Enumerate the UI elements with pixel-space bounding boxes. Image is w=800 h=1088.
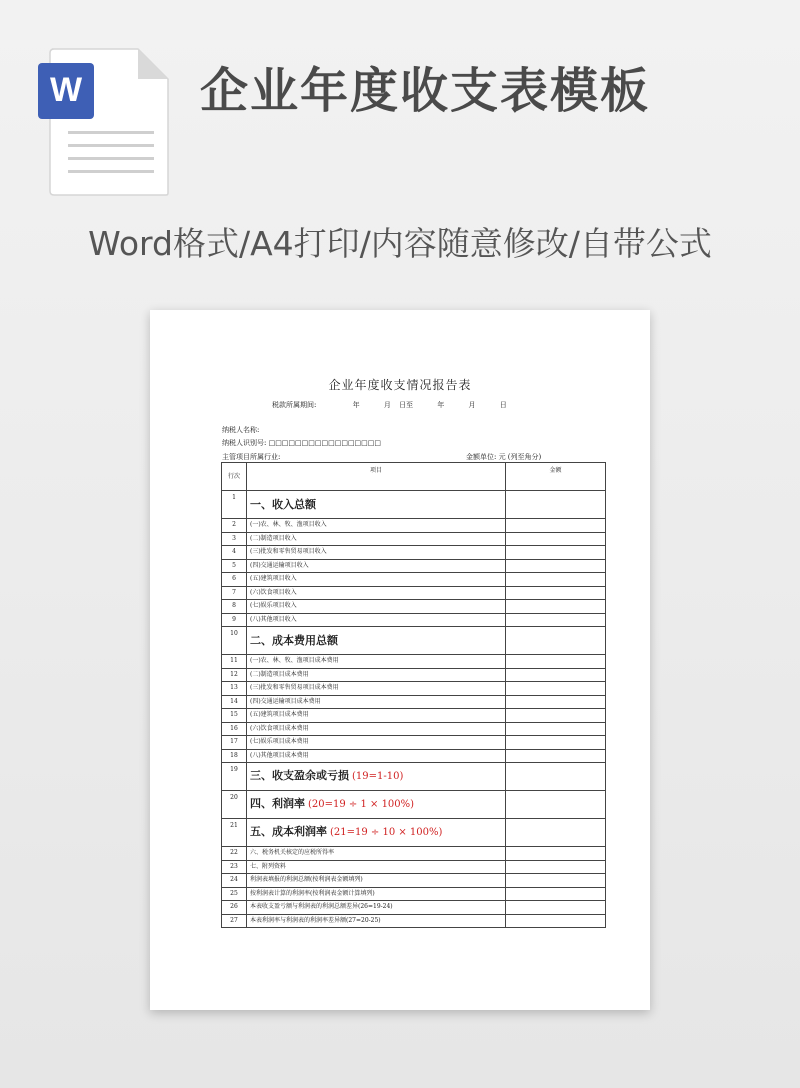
row-item xyxy=(247,613,506,627)
income-expense-table xyxy=(221,462,606,928)
row-number: 9 xyxy=(222,613,247,627)
row-amount-cell[interactable] xyxy=(506,763,606,791)
row-item xyxy=(247,722,506,736)
header-amount: 金额 xyxy=(506,463,606,491)
row-item-label: 三、收支盈余或亏损 xyxy=(250,769,349,782)
row-item xyxy=(247,546,506,560)
row-item-label: (二)制造项目收入 xyxy=(250,534,297,542)
row-amount-cell[interactable] xyxy=(506,600,606,614)
table-row xyxy=(222,655,606,669)
row-item-label: (四)交通运输项目成本费用 xyxy=(250,697,321,705)
row-number: 26 xyxy=(222,901,247,915)
row-formula: (21=19 ÷ 10 × 100%) xyxy=(330,827,443,838)
row-number: 7 xyxy=(222,586,247,600)
row-amount-cell[interactable] xyxy=(506,519,606,533)
table-row xyxy=(222,627,606,655)
row-amount-cell[interactable] xyxy=(506,532,606,546)
table-row xyxy=(222,613,606,627)
row-item-label: 二、成本费用总额 xyxy=(250,633,338,647)
row-item xyxy=(247,914,506,928)
table-row xyxy=(222,791,606,819)
table-row xyxy=(222,819,606,847)
table-row xyxy=(222,722,606,736)
row-number: 6 xyxy=(222,573,247,587)
taxpayer-id: 纳税人识别号: □□□□□□□□□□□□□□□□□ xyxy=(222,439,382,447)
row-amount-cell[interactable] xyxy=(506,491,606,519)
row-amount-cell[interactable] xyxy=(506,682,606,696)
row-amount-cell[interactable] xyxy=(506,573,606,587)
tax-period-line xyxy=(272,400,529,410)
row-item xyxy=(247,860,506,874)
table-row xyxy=(222,914,606,928)
row-item xyxy=(247,791,506,819)
table-row xyxy=(222,709,606,723)
row-number: 23 xyxy=(222,860,247,874)
row-amount-cell[interactable] xyxy=(506,695,606,709)
row-item-label: (六)饮食项目收入 xyxy=(250,588,297,596)
row-item-label: 利润表填报的利润总额(按利润表金额填列) xyxy=(250,876,363,884)
row-item-label: 五、成本利润率 xyxy=(250,825,327,838)
row-number: 17 xyxy=(222,736,247,750)
row-amount-cell[interactable] xyxy=(506,627,606,655)
row-item-label: (二)制造项目成本费用 xyxy=(250,670,309,678)
row-number: 24 xyxy=(222,874,247,888)
row-item-label: (三)批发和零售贸易项目成本费用 xyxy=(250,684,339,692)
row-item xyxy=(247,519,506,533)
table-row xyxy=(222,586,606,600)
row-number: 19 xyxy=(222,763,247,791)
row-number: 22 xyxy=(222,847,247,861)
table-row xyxy=(222,559,606,573)
table-row xyxy=(222,847,606,861)
row-number: 16 xyxy=(222,722,247,736)
row-amount-cell[interactable] xyxy=(506,901,606,915)
period-month1: 月 xyxy=(383,401,391,409)
row-item-label: 七、附列资料 xyxy=(250,862,287,870)
row-item-label: (一)农、林、牧、渔项目成本费用 xyxy=(250,657,339,665)
row-item xyxy=(247,600,506,614)
row-item-label: (八)其他项目收入 xyxy=(250,615,297,623)
row-amount-cell[interactable] xyxy=(506,791,606,819)
header-item: 项目 xyxy=(247,463,506,491)
row-number: 1 xyxy=(222,491,247,519)
row-number: 2 xyxy=(222,519,247,533)
row-item-label: (四)交通运输项目收入 xyxy=(250,561,309,569)
row-formula: (19=1-10) xyxy=(352,771,404,782)
row-amount-cell[interactable] xyxy=(506,860,606,874)
row-number: 5 xyxy=(222,559,247,573)
period-label: 税款所属期间: xyxy=(272,401,317,409)
table-row xyxy=(222,901,606,915)
row-amount-cell[interactable] xyxy=(506,546,606,560)
row-item xyxy=(247,668,506,682)
row-item-label: (五)建筑项目成本费用 xyxy=(250,711,309,719)
row-amount-cell[interactable] xyxy=(506,655,606,669)
table-row xyxy=(222,519,606,533)
banner-title: 企业年度收支表模板 xyxy=(200,63,651,119)
row-item xyxy=(247,847,506,861)
table-row xyxy=(222,695,606,709)
row-item xyxy=(247,491,506,519)
row-number: 10 xyxy=(222,627,247,655)
row-number: 4 xyxy=(222,546,247,560)
table-row xyxy=(222,749,606,763)
row-number: 13 xyxy=(222,682,247,696)
table-row xyxy=(222,491,606,519)
row-amount-cell[interactable] xyxy=(506,736,606,750)
row-item xyxy=(247,573,506,587)
row-amount-cell[interactable] xyxy=(506,749,606,763)
table-row xyxy=(222,887,606,901)
amount-unit: 金额单位: 元 (列至角分) xyxy=(466,453,542,461)
row-amount-cell[interactable] xyxy=(506,847,606,861)
report-title: 企业年度收支情况报告表 xyxy=(328,378,472,392)
row-item xyxy=(247,695,506,709)
row-item-label: (八)其他项目成本费用 xyxy=(250,751,309,759)
row-item xyxy=(247,819,506,847)
row-amount-cell[interactable] xyxy=(506,586,606,600)
row-item xyxy=(247,532,506,546)
row-item xyxy=(247,627,506,655)
period-day2: 日 xyxy=(499,401,507,409)
row-number: 3 xyxy=(222,532,247,546)
row-item-label: (六)饮食项目成本费用 xyxy=(250,724,309,732)
row-amount-cell[interactable] xyxy=(506,613,606,627)
row-item xyxy=(247,749,506,763)
row-number: 18 xyxy=(222,749,247,763)
row-item-label: (七)娱乐项目成本费用 xyxy=(250,738,309,746)
header-row-number: 行次 xyxy=(222,463,247,491)
row-item xyxy=(247,763,506,791)
period-year1: 年 xyxy=(352,401,360,409)
period-year2: 年 xyxy=(437,401,445,409)
row-item-label: 四、利润率 xyxy=(250,797,305,810)
row-item xyxy=(247,901,506,915)
row-amount-cell[interactable] xyxy=(506,559,606,573)
period-day-to: 日至 xyxy=(399,401,414,409)
row-amount-cell[interactable] xyxy=(506,887,606,901)
row-item xyxy=(247,655,506,669)
table-row xyxy=(222,546,606,560)
row-number: 21 xyxy=(222,819,247,847)
table-row xyxy=(222,736,606,750)
period-month2: 月 xyxy=(468,401,476,409)
row-amount-cell[interactable] xyxy=(506,874,606,888)
row-item-label: 六、税务机关核定的应税所得率 xyxy=(250,849,335,857)
table-row xyxy=(222,668,606,682)
row-number: 15 xyxy=(222,709,247,723)
row-item-label: 按利润表计算的利润率(按利润表金额计算填列) xyxy=(250,889,375,897)
row-item-label: 本表利润率与利润表的利润率差异额(27=20-25) xyxy=(250,916,381,924)
table-row xyxy=(222,874,606,888)
row-item xyxy=(247,874,506,888)
industry-label: 主管项目所属行业: xyxy=(222,453,281,461)
word-document-icon xyxy=(38,47,170,197)
icon-letter: W xyxy=(49,71,83,109)
row-item xyxy=(247,709,506,723)
row-item-label: 本表收支盈亏额与利润表的利润总额差异(26=19-24) xyxy=(250,903,393,911)
row-number: 20 xyxy=(222,791,247,819)
row-number: 8 xyxy=(222,600,247,614)
document-page xyxy=(150,310,650,1010)
row-item xyxy=(247,887,506,901)
row-number: 25 xyxy=(222,887,247,901)
row-amount-cell[interactable] xyxy=(506,819,606,847)
row-item-label: 一、收入总额 xyxy=(250,497,316,511)
row-item xyxy=(247,682,506,696)
table-row xyxy=(222,573,606,587)
row-amount-cell[interactable] xyxy=(506,709,606,723)
row-number: 12 xyxy=(222,668,247,682)
row-item-label: (五)建筑项目收入 xyxy=(250,575,297,583)
taxpayer-name: 纳税人名称: xyxy=(222,426,260,434)
table-row xyxy=(222,763,606,791)
row-item xyxy=(247,559,506,573)
table-row xyxy=(222,600,606,614)
banner-subtitle: Word格式/A4打印/内容随意修改/自带公式 xyxy=(88,224,712,263)
row-amount-cell[interactable] xyxy=(506,722,606,736)
row-number: 14 xyxy=(222,695,247,709)
row-item xyxy=(247,586,506,600)
row-item-label: (三)批发和零售贸易项目收入 xyxy=(250,548,327,556)
row-number: 11 xyxy=(222,655,247,669)
row-item xyxy=(247,736,506,750)
row-amount-cell[interactable] xyxy=(506,668,606,682)
row-amount-cell[interactable] xyxy=(506,914,606,928)
table-row xyxy=(222,532,606,546)
table-row xyxy=(222,860,606,874)
row-item-label: (七)娱乐项目收入 xyxy=(250,602,297,610)
row-item-label: (一)农、林、牧、渔项目收入 xyxy=(250,521,327,529)
row-number: 27 xyxy=(222,914,247,928)
table-row xyxy=(222,682,606,696)
row-formula: (20=19 ÷ 1 × 100%) xyxy=(308,799,415,810)
